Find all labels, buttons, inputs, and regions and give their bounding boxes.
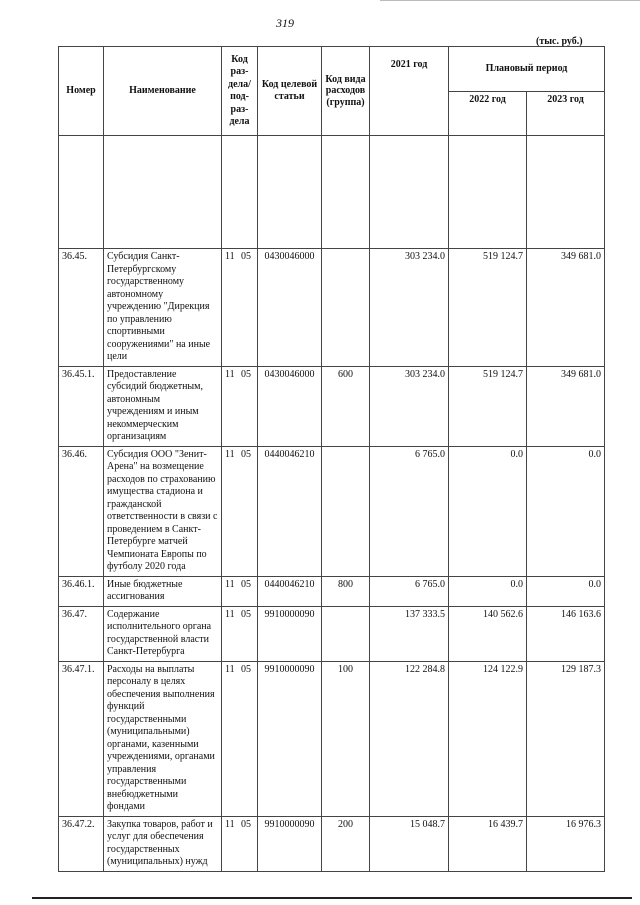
subsection-code: 05 <box>241 448 251 460</box>
header-year-2023: 2023 год <box>527 91 605 136</box>
subsection-code: 05 <box>241 251 251 262</box>
header-expense-type: Код вида расходов (группа) <box>322 47 370 136</box>
header-target: Код целевой статьи <box>258 47 322 136</box>
row-2021: 122 284.8 <box>370 661 449 816</box>
row-2021: 303 234.0 <box>370 249 449 367</box>
table-row <box>59 366 605 446</box>
row-name: Субсидия ООО "Зенит-Арена" на возмещение расходов по страхованию имущества стадиона и гражданской ответственности в связи с проведением в Санкт-Петербурге матчей Чемпионата Европы по футболу 2020 года <box>104 446 222 576</box>
section-code: 11 <box>225 663 235 675</box>
row-2023: 0.0 <box>527 446 605 576</box>
row-section <box>222 446 258 576</box>
row-2022: 0.0 <box>449 446 527 576</box>
row-2021: 6 765.0 <box>370 576 449 606</box>
row-section <box>222 249 258 367</box>
row-expense-type <box>322 249 370 367</box>
row-2023: 129 187.3 <box>527 661 605 816</box>
table-row <box>59 576 605 606</box>
table-row <box>59 249 605 367</box>
header-section: Код раз-дела/ под-раз-дела <box>222 47 258 136</box>
row-number: 36.45. <box>59 249 104 367</box>
subsection-code: 05 <box>241 663 251 675</box>
row-2021: 137 333.5 <box>370 606 449 661</box>
row-section <box>222 816 258 871</box>
row-2021: 303 234.0 <box>370 366 449 446</box>
row-expense-type: 800 <box>322 576 370 606</box>
row-2021: 6 765.0 <box>370 446 449 576</box>
row-number: 36.46.1. <box>59 576 104 606</box>
section-code: 11 <box>225 448 235 460</box>
table-row <box>59 816 605 871</box>
row-target: 0440046210 <box>258 576 322 606</box>
section-code: 11 <box>225 818 235 830</box>
header-year-2022: 2022 год <box>449 91 527 136</box>
row-2022: 0.0 <box>449 576 527 606</box>
row-number: 36.45.1. <box>59 366 104 446</box>
row-target: 0440046210 <box>258 446 322 576</box>
header-year-2021: 2021 год <box>370 47 449 136</box>
row-2023: 146 163.6 <box>527 606 605 661</box>
row-number: 36.47.2. <box>59 816 104 871</box>
row-section <box>222 606 258 661</box>
page-number: 319 <box>276 16 294 30</box>
subsection-code: 05 <box>241 608 251 620</box>
row-section <box>222 661 258 816</box>
subsection-code: 05 <box>241 368 251 380</box>
top-rule <box>380 0 640 1</box>
header-number: Номер <box>59 47 104 136</box>
row-expense-type: 200 <box>322 816 370 871</box>
row-2023: 349 681.0 <box>527 249 605 367</box>
budget-table <box>58 46 605 872</box>
row-expense-type <box>322 606 370 661</box>
row-expense-type <box>322 446 370 576</box>
row-target: 9910000090 <box>258 661 322 816</box>
row-name: Содержание исполнительного органа государственной власти Санкт-Петербурга <box>104 606 222 661</box>
table-row <box>59 446 605 576</box>
row-name: Предоставление субсидий бюджетным, автономным учреждениям и иным некоммерческим организациям <box>104 366 222 446</box>
blank-row <box>59 136 605 249</box>
row-target: 0430046000 <box>258 249 322 367</box>
row-expense-type: 600 <box>322 366 370 446</box>
row-name: Субсидия Санкт-Петербургскому государственному автономному учреждению "Дирекция по управлению спортивными сооружениями" на иные цели <box>104 249 222 367</box>
row-section <box>222 366 258 446</box>
table-row <box>59 606 605 661</box>
section-code: 11 <box>225 608 235 620</box>
unit-note: (тыс. руб.) <box>536 36 583 47</box>
header-planned-period: Плановый период <box>449 47 605 92</box>
subsection-code: 05 <box>241 818 251 830</box>
bottom-rule <box>32 897 632 899</box>
header-row-1 <box>59 47 605 92</box>
row-name: Расходы на выплаты персоналу в целях обеспечения выполнения функций государственными (муниципальными) органами, казенными учреждениями, органами управления государственными внебюджетными фондами <box>104 661 222 816</box>
row-2023: 0.0 <box>527 576 605 606</box>
row-2022: 124 122.9 <box>449 661 527 816</box>
subsection-code: 05 <box>241 578 251 590</box>
row-section <box>222 576 258 606</box>
row-2022: 16 439.7 <box>449 816 527 871</box>
row-target: 9910000090 <box>258 606 322 661</box>
row-2022: 519 124.7 <box>449 249 527 367</box>
section-code: 11 <box>225 578 235 590</box>
row-target: 9910000090 <box>258 816 322 871</box>
row-2023: 16 976.3 <box>527 816 605 871</box>
section-code: 11 <box>225 251 235 262</box>
row-2021: 15 048.7 <box>370 816 449 871</box>
header-name: Наименование <box>104 47 222 136</box>
row-2022: 140 562.6 <box>449 606 527 661</box>
section-code: 11 <box>225 368 235 380</box>
row-2022: 519 124.7 <box>449 366 527 446</box>
row-number: 36.46. <box>59 446 104 576</box>
row-name: Иные бюджетные ассигнования <box>104 576 222 606</box>
table-row <box>59 661 605 816</box>
row-name: Закупка товаров, работ и услуг для обеспечения государственных (муниципальных) нужд <box>104 816 222 871</box>
row-target: 0430046000 <box>258 366 322 446</box>
row-number: 36.47. <box>59 606 104 661</box>
row-2023: 349 681.0 <box>527 366 605 446</box>
row-number: 36.47.1. <box>59 661 104 816</box>
row-expense-type: 100 <box>322 661 370 816</box>
